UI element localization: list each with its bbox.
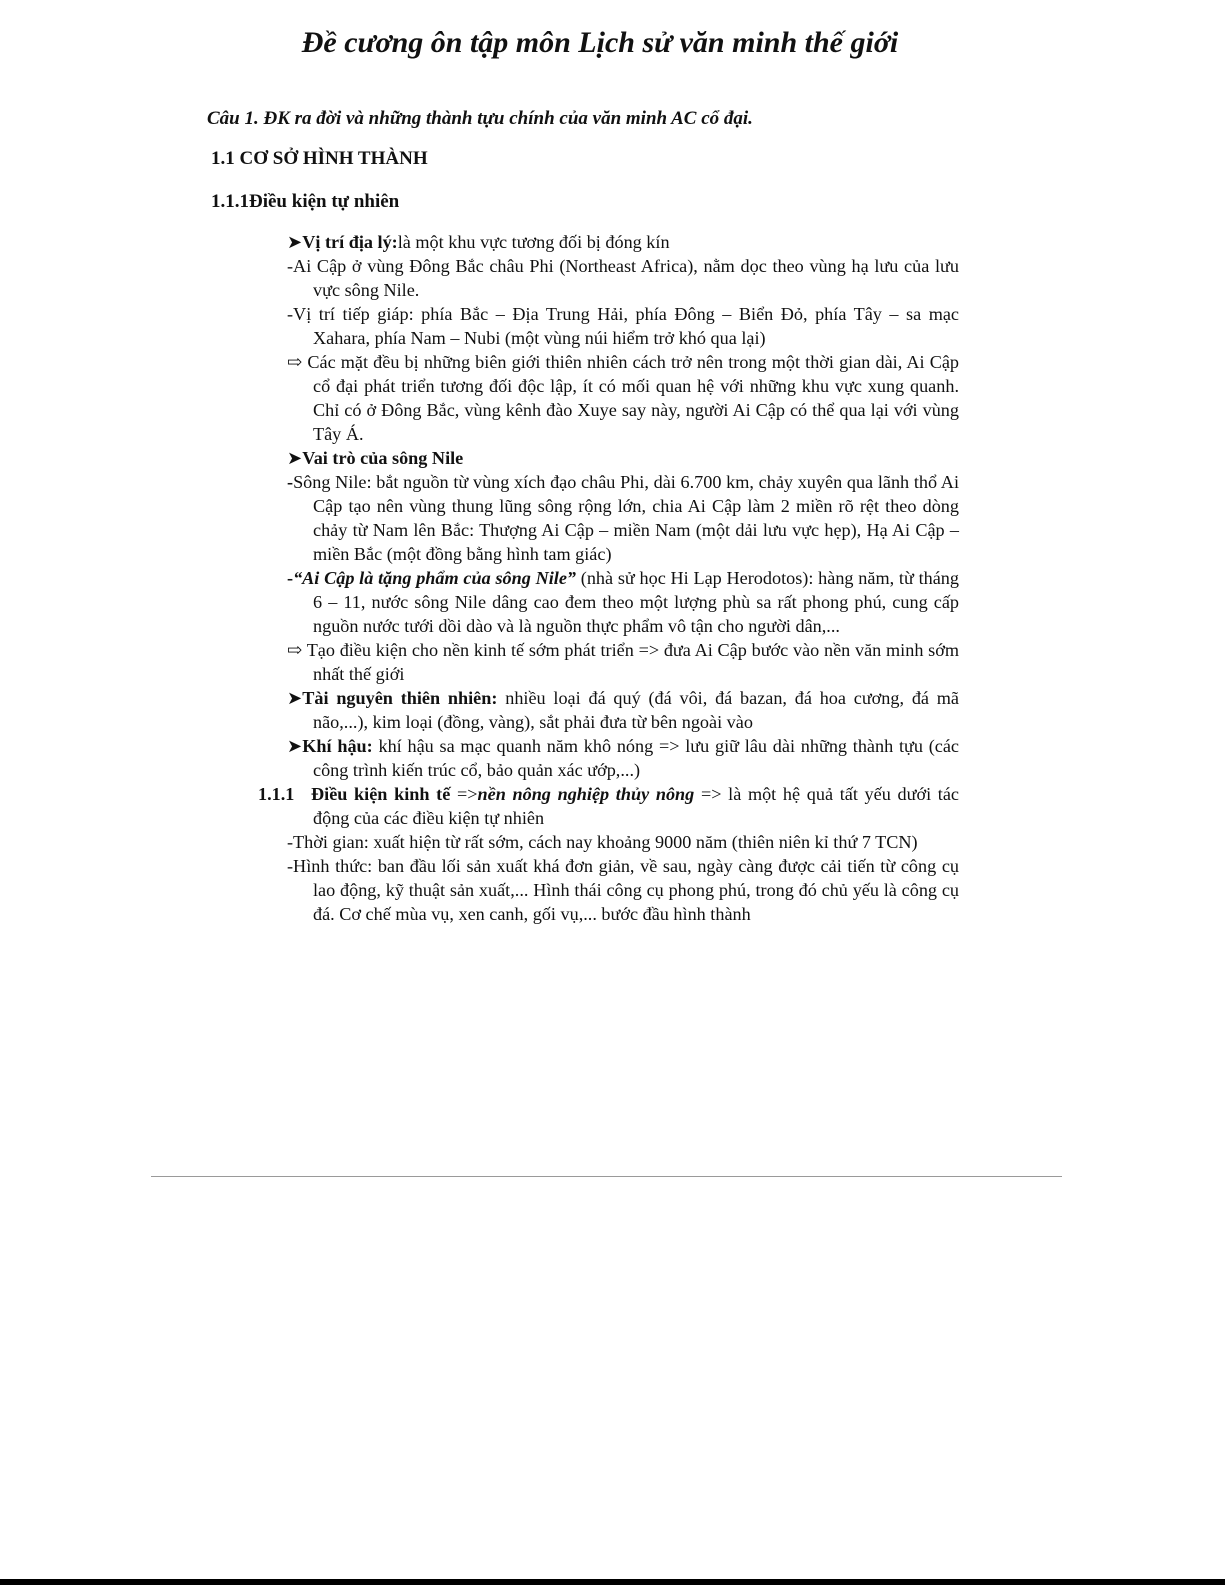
bullet-natural-resources: ➤Tài nguyên thiên nhiên: nhiều loại đá quý (đá vôi, đá bazan, đá hoa cương, đá mã não,...), kim loại (đồng, vàng), sắt phải đưa từ bên ngoài vào xyxy=(287,688,959,732)
page-divider xyxy=(151,1176,1062,1177)
numbered-heading-economy: 1.1.1 Điều kiện kinh tế =>nền nông nghiệp thủy nông => là một hệ quả tất yếu dưới tác động của các điều kiện tự nhiên xyxy=(258,784,959,828)
conclusion-isolation: ⇨ Các mặt đều bị những biên giới thiên nhiên cách trở nên trong một thời gian dài, Ai Cập cổ đại phát triển tương đối độc lập, ít có mối quan hệ với những khu vực xung quanh. Chỉ có ở Đông Bắc, vùng kênh đào Xuye say này, người Ai Cập có thể qua lại với vùng Tây Á. xyxy=(287,352,960,444)
arrowhead-bullet-icon: ➤ xyxy=(287,448,303,468)
paragraph-location-africa: -Ai Cập ở vùng Đông Bắc châu Phi (Northeast Africa), nằm dọc theo vùng hạ lưu của lưu vực sông Nile. xyxy=(287,256,959,300)
conclusion-early-civilization: ⇨ Tạo điều kiện cho nền kinh tế sớm phát triển => đưa Ai Cập bước vào nền văn minh sớm nhất thế giới xyxy=(287,640,960,684)
section-heading: 1.1 CƠ SỞ HÌNH THÀNH xyxy=(211,148,428,169)
paragraph-borders: -Vị trí tiếp giáp: phía Bắc – Địa Trung Hải, phía Đông – Biển Đỏ, phía Tây – sa mạc Xahara, phía Nam – Nubi (một vùng núi hiểm trở khó qua lại) xyxy=(287,304,959,348)
paragraph-nile-river: -Sông Nile: bắt nguồn từ vùng xích đạo châu Phi, dài 6.700 km, chảy xuyên qua lãnh thổ Ai Cập tạo nên vùng thung lũng sông rộng lớn, chia Ai Cập làm 2 miền rõ rệt theo dòng chảy từ Nam lên Bắc: Thượng Ai Cập – miền Nam (một dải lưu vực hẹp), Hạ Ai Cập – miền Bắc (một đồng bằng hình tam giác) xyxy=(287,472,959,564)
subsection-heading: 1.1.1Điều kiện tự nhiên xyxy=(211,191,400,212)
question-heading: Câu 1. ĐK ra đời và những thành tựu chính của văn minh AC cổ đại. xyxy=(207,108,753,129)
document-body xyxy=(258,230,960,926)
hollow-arrow-icon: ⇨ xyxy=(287,352,303,372)
bottom-edge-bar xyxy=(0,1579,1225,1585)
bullet-location: ➤Vị trí địa lý:là một khu vực tương đối bị đóng kín xyxy=(287,232,670,252)
arrowhead-bullet-icon: ➤ xyxy=(287,688,303,708)
paragraph-timeframe: -Thời gian: xuất hiện từ rất sớm, cách nay khoảng 9000 năm (thiên niên kỉ thứ 7 TCN) xyxy=(287,832,918,852)
document-title: Đề cương ôn tập môn Lịch sử văn minh thế giới xyxy=(301,26,899,59)
arrowhead-bullet-icon: ➤ xyxy=(287,736,303,756)
hollow-arrow-icon: ⇨ xyxy=(287,640,303,660)
bullet-nile-role: ➤Vai trò của sông Nile xyxy=(287,448,464,468)
bullet-climate: ➤Khí hậu: khí hậu sa mạc quanh năm khô nóng => lưu giữ lâu dài những thành tựu (các công trình kiến trúc cổ, bảo quản xác ướp,...) xyxy=(287,736,959,780)
paragraph-herodotos-quote: -“Ai Cập là tặng phẩm của sông Nile” (nhà sử học Hi Lạp Herodotos): hàng năm, từ tháng 6 – 11, nước sông Nile dâng cao đem theo một lượng phù sa rất phong phú, cung cấp nguồn nước tưới dồi dào và là nguồn thực phẩm vô tận cho người dân,... xyxy=(287,568,959,636)
arrowhead-bullet-icon: ➤ xyxy=(287,232,303,252)
paragraph-form: -Hình thức: ban đầu lối sản xuất khá đơn giản, về sau, ngày càng được cải tiến từ công cụ lao động, kỹ thuật sản xuất,... Hình thái công cụ phong phú, trong đó chủ yếu là công cụ đá. Cơ chế mùa vụ, xen canh, gối vụ,... bước đầu hình thành xyxy=(287,856,959,924)
